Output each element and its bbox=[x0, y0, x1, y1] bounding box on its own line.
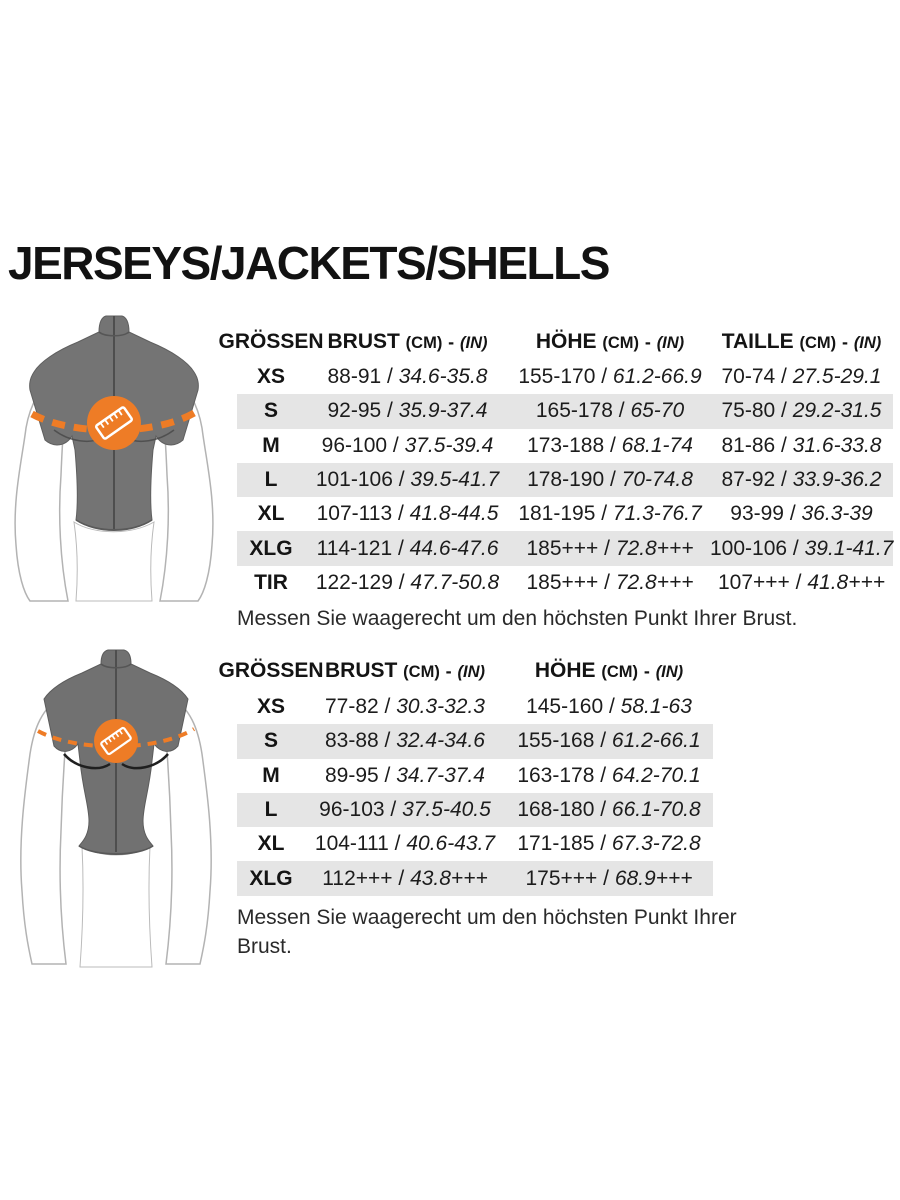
hoehe-value: 145-160 / 58.1-63 bbox=[526, 695, 692, 719]
size-row-xlg bbox=[237, 531, 893, 565]
mens-size-table bbox=[218, 324, 894, 600]
size-label: XLG bbox=[249, 866, 293, 890]
brust-value: 92-95 / 35.9-37.4 bbox=[327, 399, 488, 423]
brust-value: 77-82 / 30.3-32.3 bbox=[325, 695, 485, 719]
taille-value: 70-74 / 27.5-29.1 bbox=[721, 365, 882, 389]
female-hips bbox=[80, 846, 152, 967]
size-label: L bbox=[264, 468, 278, 492]
hoehe-value: 171-185 / 67.3-72.8 bbox=[517, 832, 701, 856]
size-label: M bbox=[262, 433, 280, 457]
column-header-brust: BRUST (CM) - (IN) bbox=[324, 659, 486, 682]
mens-measurement-note: Messen Sie waagerecht um den höchsten Punkt Ihrer Brust. bbox=[237, 607, 798, 630]
size-row-xl bbox=[237, 497, 893, 531]
hoehe-value: 185+++ / 72.8+++ bbox=[526, 536, 694, 560]
size-label: XS bbox=[256, 365, 285, 389]
size-label: XS bbox=[256, 695, 285, 719]
column-header-hoehe: HÖHE (CM) - (IN) bbox=[535, 330, 685, 353]
size-label: S bbox=[263, 399, 278, 423]
size-label: S bbox=[263, 729, 278, 753]
brust-value: 104-111 / 40.6-43.7 bbox=[314, 832, 496, 856]
taille-value: 75-80 / 29.2-31.5 bbox=[721, 399, 882, 423]
womens-measurement-note: Messen Sie waagerecht um den höchsten Punkt Ihrer Brust. bbox=[237, 906, 737, 958]
brust-value: 107-113 / 41.8-44.5 bbox=[316, 502, 499, 526]
brust-value: 101-106 / 39.5-41.7 bbox=[315, 468, 500, 492]
hoehe-value: 181-195 / 71.3-76.7 bbox=[518, 502, 702, 526]
taille-value: 81-86 / 31.6-33.8 bbox=[721, 433, 882, 457]
size-row-xs bbox=[237, 360, 893, 394]
ruler-badge-icon bbox=[87, 396, 141, 450]
womens-table-header bbox=[218, 652, 713, 690]
ruler-badge-icon bbox=[94, 719, 138, 763]
size-label: TIR bbox=[254, 570, 288, 594]
size-label: XLG bbox=[249, 536, 293, 560]
size-row-l bbox=[237, 463, 893, 497]
size-row-s bbox=[237, 394, 893, 428]
page-title: JERSEYS/JACKETS/SHELLS bbox=[8, 237, 609, 289]
column-header-groessen: GRÖSSEN bbox=[218, 659, 324, 682]
brust-value: 96-103 / 37.5-40.5 bbox=[319, 798, 491, 822]
womens-size-table bbox=[218, 652, 713, 896]
column-header-brust: BRUST (CM) - (IN) bbox=[327, 330, 488, 353]
size-row-xlg bbox=[237, 861, 713, 895]
size-label: M bbox=[262, 763, 280, 787]
size-label: XL bbox=[257, 832, 285, 856]
hoehe-value: 185+++ / 72.8+++ bbox=[526, 570, 694, 594]
size-row-xs bbox=[237, 690, 713, 724]
brust-value: 88-91 / 34.6-35.8 bbox=[327, 365, 488, 389]
size-row-m bbox=[237, 759, 713, 793]
column-header-groessen: GRÖSSEN bbox=[218, 330, 324, 353]
taille-value: 87-92 / 33.9-36.2 bbox=[721, 468, 882, 492]
size-row-tir bbox=[237, 566, 893, 600]
hoehe-value: 175+++ / 68.9+++ bbox=[525, 866, 693, 890]
taille-value: 100-106 / 39.1-41.7 bbox=[710, 536, 894, 560]
brust-value: 89-95 / 34.7-37.4 bbox=[325, 763, 485, 787]
size-row-l bbox=[237, 793, 713, 827]
male-hips bbox=[74, 522, 154, 601]
brust-value: 114-121 / 44.6-47.6 bbox=[316, 536, 499, 560]
size-label: L bbox=[264, 798, 278, 822]
brust-value: 122-129 / 47.7-50.8 bbox=[315, 570, 500, 594]
hoehe-value: 168-180 / 66.1-70.8 bbox=[517, 798, 701, 822]
hoehe-value: 163-178 / 64.2-70.1 bbox=[517, 763, 701, 787]
taille-value: 93-99 / 36.3-39 bbox=[730, 502, 873, 526]
column-header-taille: TAILLE (CM) - (IN) bbox=[721, 330, 882, 353]
hoehe-value: 178-190 / 70-74.8 bbox=[527, 468, 693, 492]
hoehe-value: 155-170 / 61.2-66.9 bbox=[518, 365, 702, 389]
hoehe-value: 155-168 / 61.2-66.1 bbox=[517, 729, 701, 753]
size-row-xl bbox=[237, 827, 713, 861]
taille-value: 107+++ / 41.8+++ bbox=[717, 570, 886, 594]
brust-value: 112+++ / 43.8+++ bbox=[322, 866, 488, 890]
hoehe-value: 173-188 / 68.1-74 bbox=[527, 433, 693, 457]
hoehe-value: 165-178 / 65-70 bbox=[535, 399, 685, 423]
column-header-hoehe: HÖHE (CM) - (IN) bbox=[534, 659, 684, 682]
size-row-m bbox=[237, 429, 893, 463]
mens-table-header bbox=[218, 324, 893, 360]
female-torso-illustration bbox=[4, 646, 232, 968]
brust-value: 96-100 / 37.5-39.4 bbox=[321, 433, 494, 457]
male-torso-illustration bbox=[2, 310, 234, 602]
size-row-s bbox=[237, 724, 713, 758]
brust-value: 83-88 / 32.4-34.6 bbox=[325, 729, 485, 753]
size-label: XL bbox=[257, 502, 285, 526]
